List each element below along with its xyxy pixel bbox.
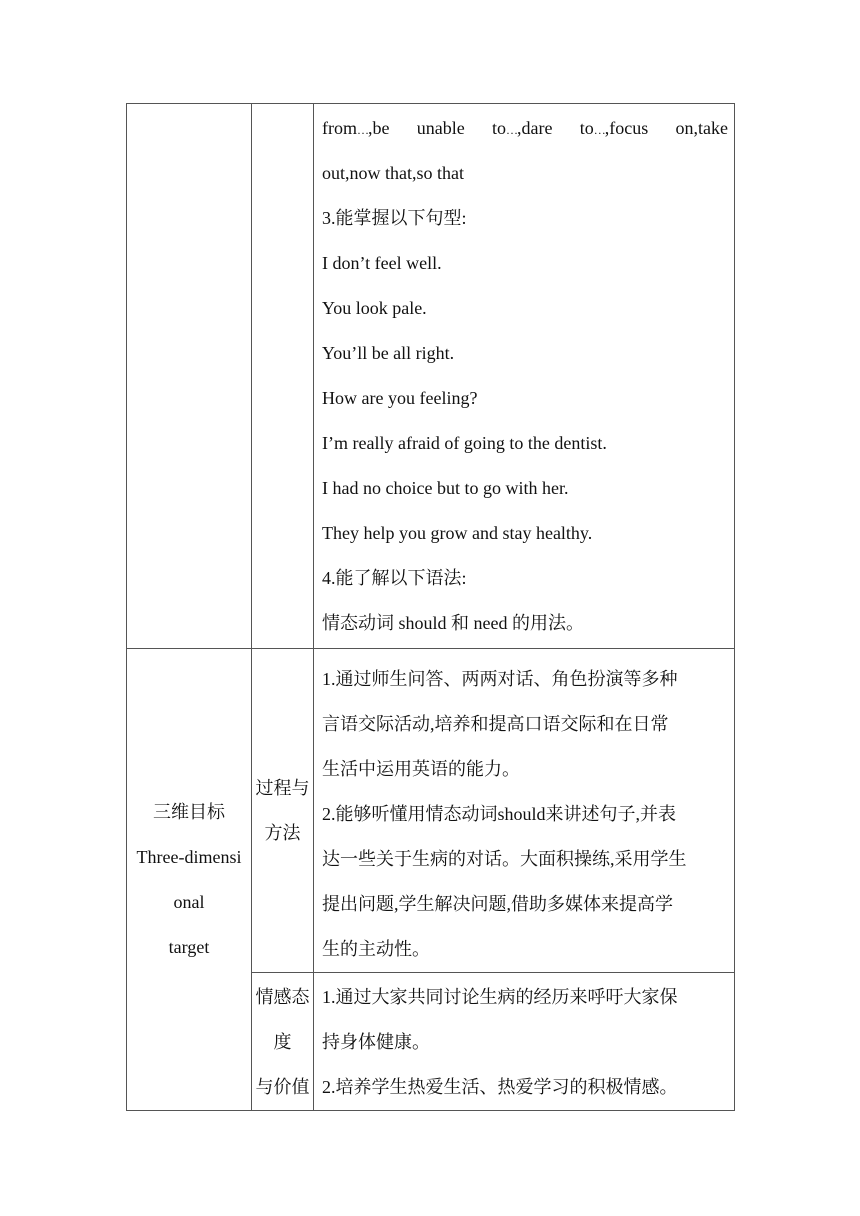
label-en: target: [168, 936, 210, 957]
content-line: 生活中运用英语的能力。: [322, 759, 520, 779]
three-dim-target-label: [127, 649, 252, 1111]
phrase-text: ,dare: [517, 118, 553, 138]
content-line: They help you grow and stay healthy.: [322, 523, 593, 543]
label-cn: 三维目标: [153, 801, 225, 822]
phrase-text: to: [491, 118, 506, 138]
content-line: 生的主动性。: [322, 939, 430, 959]
process-content: [314, 649, 735, 973]
label-line: 度: [273, 1032, 292, 1052]
label-line: 情感态: [255, 987, 310, 1007]
lesson-plan-table: [126, 103, 735, 1111]
ellipsis: …: [593, 123, 605, 137]
ellipsis: …: [506, 123, 517, 137]
label-en: onal: [173, 891, 205, 912]
content-line: I had no choice but to go with her.: [322, 478, 569, 498]
content-line: You’ll be all right.: [322, 343, 455, 363]
label-line: 方法: [264, 822, 301, 843]
content-text: 1.通过师生问答、两两对话、角色扮演等多种: [322, 669, 678, 689]
empty-cell-mid: [252, 104, 314, 649]
process-row: [127, 649, 735, 973]
phrase-text: unable: [416, 118, 465, 138]
phrase-text: from: [322, 118, 357, 138]
emotion-label: [252, 973, 314, 1111]
empty-cell-left: [127, 104, 252, 649]
content-line: 3.能掌握以下句型:: [322, 208, 467, 228]
phrase-line-1: [314, 106, 734, 151]
content-line: 持身体健康。: [322, 1032, 430, 1052]
content-line: I don’t feel well.: [322, 253, 442, 273]
knowledge-content: [314, 104, 735, 649]
knowledge-row: [127, 104, 735, 649]
content-line: I’m really afraid of going to the dentist.: [322, 433, 607, 453]
content-line: 2.培养学生热爱生活、热爱学习的积极情感。: [322, 1077, 678, 1097]
content-line: 情态动词 should 和 need 的用法。: [322, 613, 584, 633]
phrase-text: on,take: [675, 118, 728, 138]
content-line: 2.能够听懂用情态动词should来讲述句子,并表: [322, 804, 677, 824]
emotion-content: [314, 973, 735, 1111]
content-line: out,now that,so that: [322, 163, 464, 183]
content-line: 1.通过大家共同讨论生病的经历来呼吁大家保: [322, 987, 678, 1007]
content-line: You look pale.: [322, 298, 427, 318]
label-en: Three-dimensi: [136, 846, 242, 867]
content-line: How are you feeling?: [322, 388, 478, 408]
phrase-text: to: [579, 118, 594, 138]
process-label: [252, 649, 314, 973]
phrase-text: ,be: [368, 118, 390, 138]
label-line: 过程与: [255, 777, 310, 798]
label-line: 与价值: [255, 1077, 310, 1097]
ellipsis: …: [357, 123, 368, 137]
content-line: 达一些关于生病的对话。大面积操练,采用学生: [322, 849, 687, 869]
content-line: 言语交际活动,培养和提高口语交际和在日常: [322, 714, 669, 734]
content-line: [314, 657, 734, 702]
content-line: 4.能了解以下语法:: [322, 568, 467, 588]
phrase-text: ,focus: [604, 118, 649, 138]
content-line: 提出问题,学生解决问题,借助多媒体来提高学: [322, 894, 673, 914]
